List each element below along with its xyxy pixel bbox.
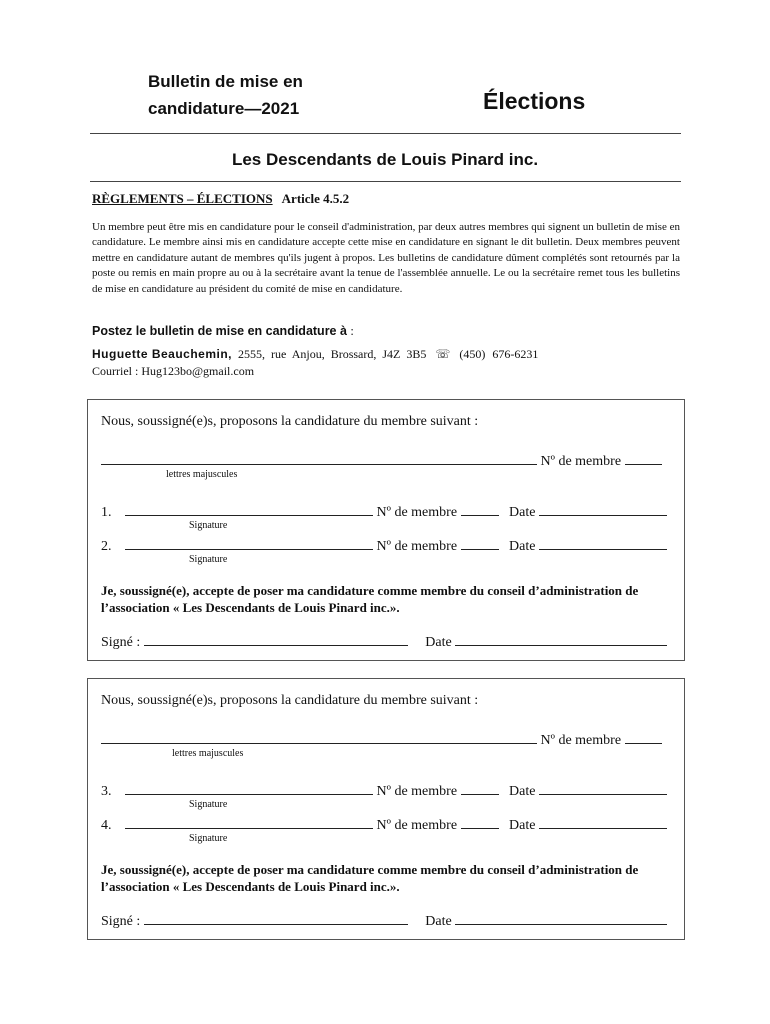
signer-member-label: Nº de membre [376, 505, 458, 520]
member-number-field[interactable] [625, 451, 662, 465]
signer-signature-field[interactable] [125, 536, 373, 550]
signer-signature-field[interactable] [125, 502, 373, 516]
signer-member-field[interactable] [461, 502, 499, 516]
organization-divider [90, 181, 681, 182]
signer-date-label: Date [509, 505, 536, 520]
candidate-row [101, 451, 662, 470]
caps-caption: lettres majuscules [166, 469, 238, 480]
signer-member-field[interactable] [461, 781, 499, 795]
candidate-signature-field[interactable] [144, 632, 408, 646]
mailing-address-block [92, 346, 538, 380]
email-line: Courriel : Hug123bo@gmail.com [92, 364, 255, 378]
signer-date-field[interactable] [539, 502, 667, 516]
signed-row [101, 911, 667, 930]
signer-row-3 [101, 781, 667, 800]
nomination-form-2 [87, 678, 685, 940]
header-divider [90, 133, 681, 134]
signer-number: 2. [101, 539, 112, 554]
mailing-label: Postez le bulletin de mise en candidature à [92, 324, 347, 338]
date-label: Date [425, 635, 452, 650]
form-title [148, 68, 303, 122]
signer-member-label: Nº de membre [376, 818, 458, 833]
form-title-line1: Bulletin de mise en [148, 72, 303, 91]
acceptance-statement: Je, soussigné(e), accepte de poser ma candidature comme membre du conseil d’administration de l’association « Les Descendants de Louis Pinard inc.». [101, 583, 639, 615]
signer-date-label: Date [509, 539, 536, 554]
candidate-row [101, 730, 662, 749]
signature-caption: Signature [189, 833, 228, 844]
acceptance-statement: Je, soussigné(e), accepte de poser ma candidature comme membre du conseil d’administration de l’association « Les Descendants de Louis Pinard inc.». [101, 862, 639, 894]
signature-caption: Signature [189, 799, 228, 810]
signer-number: 3. [101, 784, 112, 799]
signer-date-field[interactable] [539, 536, 667, 550]
signed-label: Signé : [101, 914, 141, 929]
signer-row-1 [101, 502, 667, 521]
member-number-field[interactable] [625, 730, 662, 744]
signer-row-4 [101, 815, 667, 834]
signer-member-field[interactable] [461, 536, 499, 550]
rules-heading [92, 191, 349, 207]
signer-date-field[interactable] [539, 781, 667, 795]
nomination-intro: Nous, soussigné(e)s, proposons la candidature du membre suivant : [101, 693, 479, 708]
signature-caption: Signature [189, 520, 228, 531]
signature-caption: Signature [189, 554, 228, 565]
date-label: Date [425, 914, 452, 929]
signer-member-field[interactable] [461, 815, 499, 829]
signer-number: 1. [101, 505, 112, 520]
candidate-date-field[interactable] [455, 632, 667, 646]
phone-number: (450) 676-6231 [459, 347, 539, 361]
member-number-label: Nº de membre [540, 454, 622, 469]
signer-date-label: Date [509, 784, 536, 799]
rules-title: RÈGLEMENTS – ÉLECTIONS [92, 191, 273, 206]
mailing-instruction [92, 324, 354, 339]
organization-name: Les Descendants de Louis Pinard inc. [231, 150, 539, 169]
signer-member-label: Nº de membre [376, 539, 458, 554]
signed-label: Signé : [101, 635, 141, 650]
nomination-intro: Nous, soussigné(e)s, proposons la candidature du membre suivant : [101, 414, 479, 429]
mailing-colon: : [350, 324, 354, 338]
signer-signature-field[interactable] [125, 815, 373, 829]
caps-caption: lettres majuscules [172, 748, 244, 759]
signer-signature-field[interactable] [125, 781, 373, 795]
elections-heading: Élections [483, 88, 586, 114]
rules-paragraph: Un membre peut être mis en candidature pour le conseil d'administration, par deux autres membres qui signent un bulletin de mise en candidature. Le membre ainsi mis en candidature accepte cette mise en candidature en signant le dit bulletin. Deux membres peuvent mettre en candidature autant de membres qu'ils jugent à propos. Les bulletins de candidature dûment complétés sont retournés par la poste ou remis en main propre au ou à la secrétaire avant la tenue de l'assemblée annuelle. Le ou la secrétaire remet tous les bulletins de mise en candidature au président du comité de mise en candidature. [92, 221, 680, 295]
signer-date-field[interactable] [539, 815, 667, 829]
signer-row-2 [101, 536, 667, 555]
candidate-name-field[interactable] [101, 730, 537, 744]
candidate-date-field[interactable] [455, 911, 667, 925]
candidate-name-field[interactable] [101, 451, 537, 465]
signer-number: 4. [101, 818, 112, 833]
secretary-name: Huguette Beauchemin, [92, 347, 233, 361]
signer-date-label: Date [509, 818, 536, 833]
telephone-icon: ☏ [435, 347, 451, 361]
signer-member-label: Nº de membre [376, 784, 458, 799]
form-title-line2: candidature—2021 [148, 99, 300, 118]
rules-article: Article 4.5.2 [281, 191, 350, 206]
signed-row [101, 632, 667, 651]
nomination-form-1 [87, 399, 685, 661]
mailing-address: 2555, rue Anjou, Brossard, J4Z 3B5 [238, 347, 427, 361]
member-number-label: Nº de membre [540, 733, 622, 748]
candidate-signature-field[interactable] [144, 911, 408, 925]
